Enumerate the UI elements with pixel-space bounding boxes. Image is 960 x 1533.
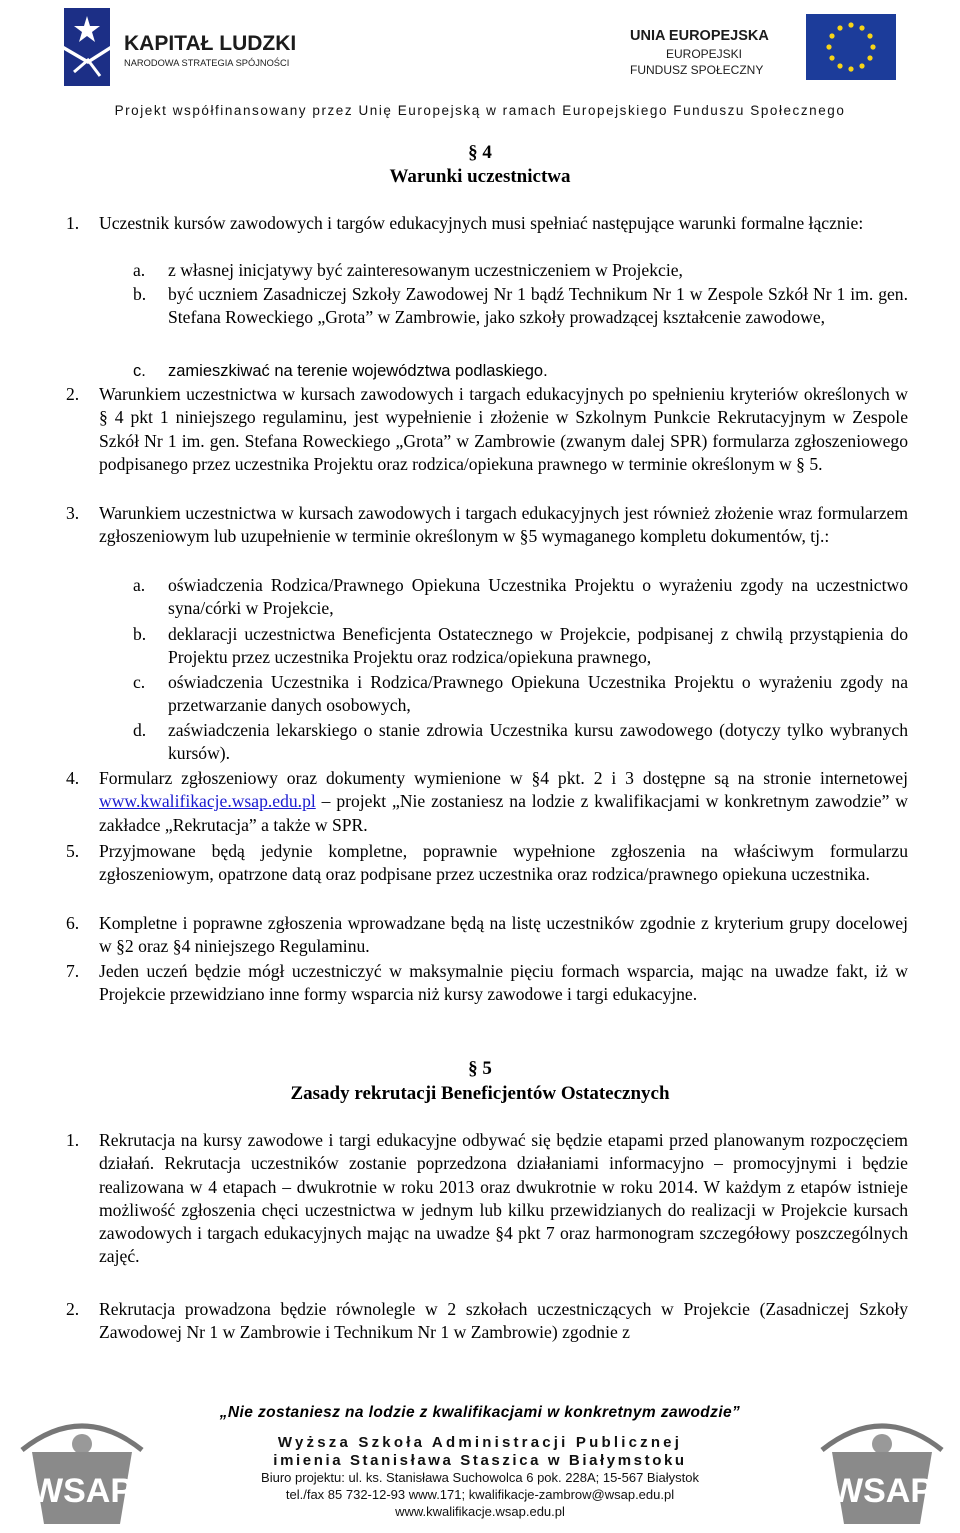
project-slogan: „Nie zostaniesz na lodzie z kwalifikacjami w konkretnym zawodzie” <box>219 1404 741 1421</box>
item-text: z własnej inicjatywy być zainteresowanym uczestniczeniem w Projekcie, <box>168 260 683 280</box>
s4-paragraph-5 <box>66 840 908 887</box>
kapital-ludzki-logo <box>60 2 320 92</box>
item-letter: a. <box>133 260 146 280</box>
s4-p6-number: 6. <box>66 913 80 933</box>
wsap-logo-right <box>808 1410 956 1528</box>
s4-p1-item-c <box>66 360 908 383</box>
item-letter: b. <box>133 284 147 304</box>
s4-p5-number: 5. <box>66 841 80 861</box>
s4-p4-text <box>99 767 908 837</box>
s5-p2-text: Rekrutacja prowadzona będzie równolegle w 2 szkołach uczestniczących w Projekcie (Zasadniczej Szkoły Zawodowej Nr 1 w Zambrowie i Technikum Nr 1 w Zambrowie) zgodnie z <box>99 1299 908 1343</box>
eu-line2: EUROPEJSKI <box>666 47 743 61</box>
s5-paragraph-1 <box>66 1129 908 1269</box>
contact-info: tel./fax 85 732-12-93 www.171; kwalifikacje-zambrow@wsap.edu.pl <box>285 1487 675 1502</box>
eu-line1: UNIA EUROPEJSKA <box>630 28 769 44</box>
s4-p3-item-a <box>66 574 908 621</box>
office-address: Biuro projektu: ul. ks. Stanisława Suchowolca 6 pok. 228A; 15-567 Białystok <box>261 1470 699 1485</box>
s4-paragraph-1 <box>66 212 908 235</box>
item-letter: c. <box>133 362 146 380</box>
s5-p1-text: Rekrutacja na kursy zawodowe i targi edukacyjne odbywać się będzie etapami przed planowanym rozpoczęciem działań. Rekrutacja uczestników zostanie poprzedzona działaniami informacyjno – promocyjnymi i będzie realizowana w 4 etapach – dwukrotnie w roku 2013 oraz dwukrotnie w roku 2014. W każdym z etapów istnieje możliwość zgłoszenia chęci uczestnictwa w jednym lub kilku przewidzianych do realizacji w Projekcie kursach zawodowych i targach edukacyjnych mając na uwadze §4 pkt 7 oraz harmonogram szczegółowy poszczególnych zajęć. <box>99 1130 908 1267</box>
s4-p3-item-d <box>66 719 908 766</box>
item-letter: b. <box>133 624 147 644</box>
item-text: oświadczenia Uczestnika i Rodzica/Prawnego Opiekuna Uczestnika Projektu o wyrażeniu zgody na przetwarzanie danych osobowych, <box>168 672 908 716</box>
wsap-logo-text: WSAP <box>31 1472 133 1510</box>
s4-p3-text: Warunkiem uczestnictwa w kursach zawodowych i targach edukacyjnych jest również złożenie wraz formularzem zgłoszeniowym lub uzupełnienie w terminie określonym w §5 wymaganego kompletu dokumentów, tj.: <box>99 503 908 547</box>
item-text: zamieszkiwać na terenie województwa podlaskiego. <box>168 362 548 380</box>
item-letter: a. <box>133 575 146 595</box>
s4-p2-text: Warunkiem uczestnictwa w kursach zawodowych i targach edukacyjnych po spełnieniu kryteriów określonych w § 4 pkt 1 niniejszego regulaminu, jest wypełnienie i złożenie w Szkolnym Punkcie Rekrutacyjnym w Zespole Szkół Nr 1 im. gen. Stefana Roweckiego „Grota” w Zambrowie (zwanym dalej SPR) formularza zgłoszeniowego podpisanego przez uczestnika Projektu oraz rodzica/opiekuna prawnego w terminie określonym w § 5. <box>99 384 908 474</box>
s4-p7-text: Jeden uczeń będzie mógł uczestniczyć w maksymalnie pięciu formach wsparcia, mając na uwadze fakt, iż w Projekcie przewidziano inne formy wsparcia niż kursy zawodowe i targi edukacyjne. <box>99 961 908 1005</box>
item-text: być uczniem Zasadniczej Szkoły Zawodowej Nr 1 bądź Technikum Nr 1 w Zespole Szkół Nr 1 im. gen. Stefana Roweckiego „Grota” w Zambrowie, jako szkoły prowadzącej kształcenie zawodowe, <box>168 284 908 328</box>
s4-paragraph-2 <box>66 383 908 476</box>
s4-p1-item-b <box>66 283 908 330</box>
s4-p5-text: Przyjmowane będą jedynie kompletne, poprawnie wypełnione zgłoszenia na właściwym formularzu zgłoszeniowym, opatrzone datą oraz podpisane przez uczestnika oraz rodzica/prawnego opiekuna uczestnika. <box>99 841 908 885</box>
s4-paragraph-7 <box>66 960 908 1007</box>
s4-p4-number: 4. <box>66 768 80 788</box>
s5-p1-number: 1. <box>66 1130 80 1150</box>
s4-p7-number: 7. <box>66 961 80 981</box>
kwalifikacje-website-link[interactable]: www.kwalifikacje.wsap.edu.pl <box>99 791 316 812</box>
s4-p6-text: Kompletne i poprawne zgłoszenia wprowadzane będą na listę uczestników zgodnie z kryterium grupy docelowej w §2 oraz §4 niniejszego Regulaminu. <box>99 913 908 957</box>
wsap-logo-left <box>8 1410 156 1528</box>
school-name-line-2: imienia Stanisława Staszica w Białymstoku <box>273 1452 687 1469</box>
s4-p1-text: Uczestnik kursów zawodowych i targów edukacyjnych musi spełniać następujące warunki formalne łącznie: <box>99 213 864 233</box>
wsap-logo-text: WSAP <box>831 1472 933 1510</box>
s4-p1-item-a <box>66 259 908 282</box>
item-letter: d. <box>133 720 147 740</box>
school-name-line-1: Wyższa Szkoła Administracji Publicznej <box>277 1434 683 1451</box>
eu-line3: FUNDUSZ SPOŁECZNY <box>630 63 764 77</box>
section-4-mark: § 4 <box>468 142 492 163</box>
s4-paragraph-4 <box>66 767 908 837</box>
s5-p2-number: 2. <box>66 1299 80 1319</box>
s4-p3-item-c <box>66 671 908 718</box>
section-5-mark: § 5 <box>468 1058 492 1079</box>
s4-paragraph-6 <box>66 912 908 959</box>
p4-text-before: Formularz zgłoszeniowy oraz dokumenty wymienione w §4 pkt. 2 i 3 dostępne są na stronie internetowej <box>99 768 908 788</box>
eu-logo <box>630 8 900 88</box>
cofinancing-banner: Projekt współfinansowany przez Unię Europejską w ramach Europejskiego Funduszu Społecznego <box>0 96 960 126</box>
section-4-title: Warunki uczestnictwa <box>389 166 571 187</box>
p4-text-after: – projekt „Nie zostaniesz na lodzie z kwalifikacjami w konkretnym zawodzie” w zakładce „Rekrutacja” a także w SPR. <box>99 791 908 835</box>
s5-paragraph-2 <box>66 1298 908 1345</box>
item-text: zaświadczenia lekarskiego o stanie zdrowia Uczestnika kursu zawodowego (dotyczy tylko wybranych kursów). <box>168 720 908 764</box>
kl-title: KAPITAŁ LUDZKI <box>124 32 297 55</box>
s4-p3-item-b <box>66 623 908 670</box>
item-text: oświadczenia Rodzica/Prawnego Opiekuna Uczestnika Projektu o wyrażeniu zgody na uczestnictwo syna/córki w Projekcie, <box>168 575 908 619</box>
item-text: deklaracji uczestnictwa Beneficjenta Ostatecznego w Projekcie, podpisanej z chwilą przystąpienia do Projektu przez uczestnika Projektu oraz rodzica/opiekuna prawnego, <box>168 624 908 668</box>
s4-p3-number: 3. <box>66 503 80 523</box>
section-5-title: Zasady rekrutacji Beneficjentów Ostatecznych <box>290 1083 670 1104</box>
s4-paragraph-3 <box>66 502 908 549</box>
kl-subtitle: NARODOWA STRATEGIA SPÓJNOŚCI <box>124 58 290 68</box>
s4-p1-number: 1. <box>66 213 80 233</box>
s4-p2-number: 2. <box>66 384 80 404</box>
item-letter: c. <box>133 672 146 692</box>
footer-website: www.kwalifikacje.wsap.edu.pl <box>395 1504 565 1519</box>
